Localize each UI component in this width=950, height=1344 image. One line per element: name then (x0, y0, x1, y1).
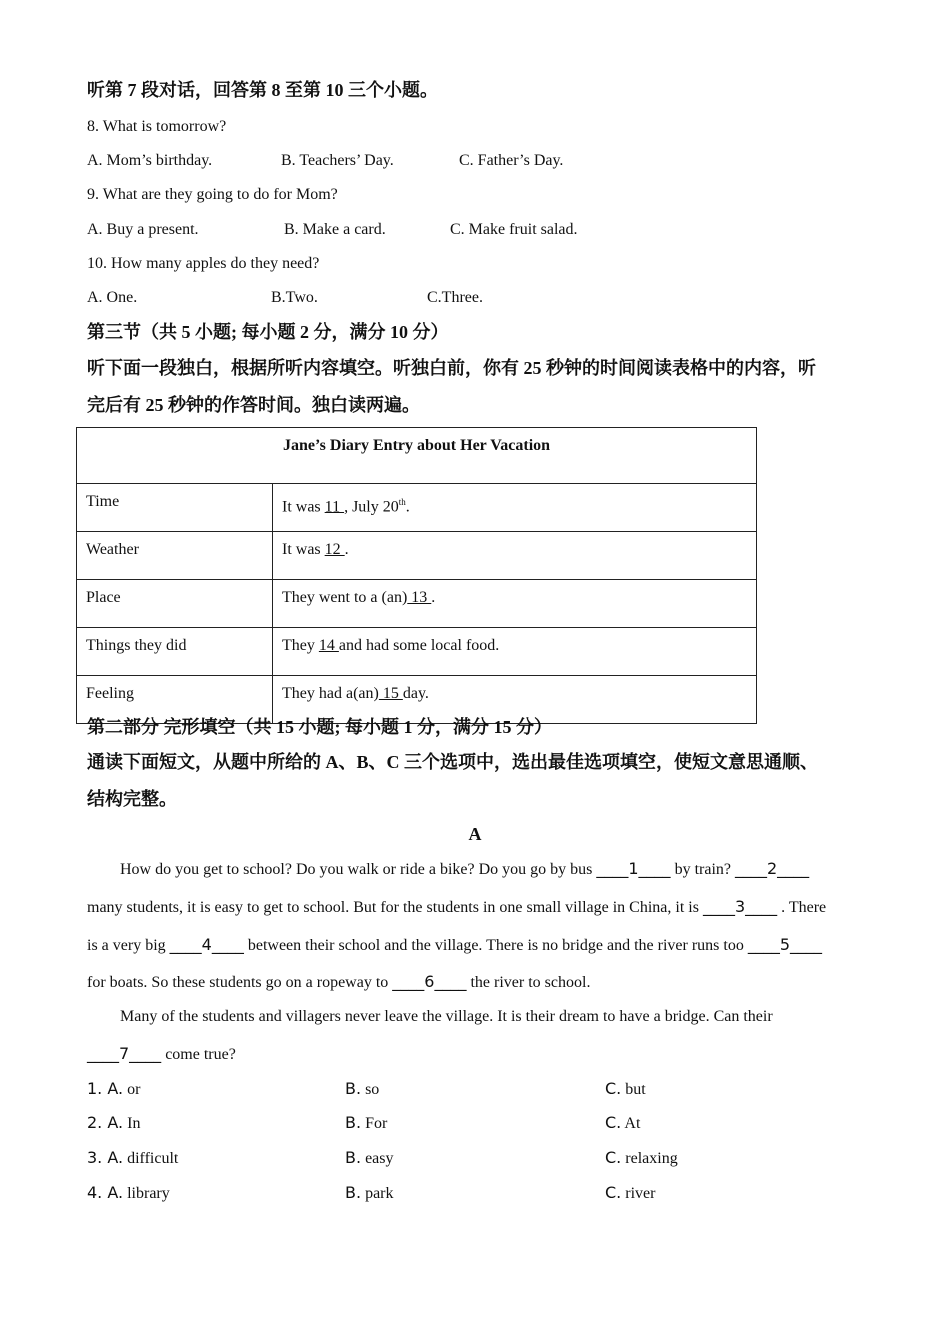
row-label: Place (77, 580, 273, 628)
blank-15: 15 (378, 685, 403, 702)
option-row-2-a: 2. A. In (87, 1113, 141, 1132)
option-row-4-a: 4. A. library (87, 1183, 170, 1202)
question-8: 8. What is tomorrow? (87, 118, 227, 135)
option-row-1-b: B. so (345, 1079, 380, 1098)
part3-heading: 第三节（共 5 小题; 每小题 2 分，满分 10 分） (87, 322, 449, 342)
blank-2: ____2____ (734, 859, 810, 878)
section7-heading: 听第 7 段对话，回答第 8 至第 10 三个小题。 (87, 80, 438, 100)
part2-heading: 第二部分 完形填空（共 15 小题; 每小题 1 分，满分 15 分） (87, 717, 552, 737)
question-9: 9. What are they going to do for Mom? (87, 186, 338, 203)
q10-option-b: B.Two. (271, 289, 318, 306)
passage-line-2: many students, it is easy to get to school. But for the students in one small village in China, it is ____3____ . There (87, 897, 827, 916)
q10-option-a: A. One. (87, 289, 138, 306)
q9-option-a: A. Buy a present. (87, 221, 199, 238)
blank-7: ____7____ (87, 1044, 162, 1063)
blank-6: ____6____ (392, 972, 467, 991)
passage-line-4: for boats. So these students go on a ropeway to ____6____ the river to school. (87, 972, 591, 991)
passage-line-1: How do you get to school? Do you walk or ride a bike? Do you go by bus ____1____ by train? ____2____ (120, 859, 810, 878)
row-value: They had a(an) 15 day. (273, 676, 757, 724)
option-row-4-c: C. river (605, 1183, 656, 1202)
option-row-3-c: C. relaxing (605, 1148, 678, 1167)
passage-line-5: Many of the students and villagers never leave the village. It is their dream to have a bridge. Can their (120, 1008, 773, 1025)
passage-line-6: ____7____ come true? (87, 1044, 236, 1063)
part3-instruction-2: 完后有 25 秒钟的作答时间。独白读两遍。 (87, 395, 420, 415)
table-row (77, 484, 757, 532)
table-row (77, 532, 757, 580)
question-10: 10. How many apples do they need? (87, 255, 320, 272)
blank-1: ____1____ (596, 859, 671, 878)
option-row-2-c: C. At (605, 1113, 641, 1132)
blank-5: ____5____ (747, 935, 823, 954)
part2-instruction-2: 结构完整。 (87, 789, 177, 809)
blank-11: 11 (324, 498, 345, 516)
blank-4: ____4____ (169, 935, 244, 954)
table-row (77, 628, 757, 676)
q8-option-b: B. Teachers’ Day. (281, 152, 394, 169)
row-value: They went to a (an) 13 . (273, 580, 757, 628)
blank-13: 13 (407, 589, 432, 606)
row-value: It was 12 . (273, 532, 757, 580)
q10-option-c: C.Three. (427, 289, 483, 306)
option-row-3-b: B. easy (345, 1148, 394, 1167)
diary-table (76, 427, 757, 724)
blank-3: ____3____ (702, 897, 778, 916)
q9-option-b: B. Make a card. (284, 221, 386, 238)
row-value: It was 11 , July 20th. (273, 484, 757, 532)
passage-line-3: is a very big ____4____ between their school and the village. There is no bridge and the river runs too ____5____ (87, 935, 823, 954)
q8-option-a: A. Mom’s birthday. (87, 152, 213, 169)
row-label: Feeling (77, 676, 273, 724)
row-label: Time (77, 484, 273, 532)
option-row-1-c: C. but (605, 1079, 646, 1098)
row-label: Weather (77, 532, 273, 580)
part2-instruction-1: 通读下面短文，从题中所给的 A、B、C 三个选项中，选出最佳选项填空，使短文意思通顺、 (87, 752, 818, 772)
part3-instruction-1: 听下面一段独白，根据所听内容填空。听独白前，你有 25 秒钟的时间阅读表格中的内容，听 (87, 358, 816, 378)
option-row-2-b: B. For (345, 1113, 388, 1132)
passage-title: A (468, 824, 482, 844)
q8-option-c: C. Father’s Day. (459, 152, 564, 169)
row-value: They 14 and had some local food. (273, 628, 757, 676)
blank-12: 12 (324, 541, 345, 558)
diary-table-title: Jane’s Diary Entry about Her Vacation (77, 428, 757, 484)
option-row-1-a: 1. A. or (87, 1079, 141, 1098)
option-row-4-b: B. park (345, 1183, 394, 1202)
row-label: Things they did (77, 628, 273, 676)
option-row-3-a: 3. A. difficult (87, 1148, 179, 1167)
blank-14: 14 (318, 637, 339, 654)
table-row (77, 580, 757, 628)
q9-option-c: C. Make fruit salad. (450, 221, 578, 238)
